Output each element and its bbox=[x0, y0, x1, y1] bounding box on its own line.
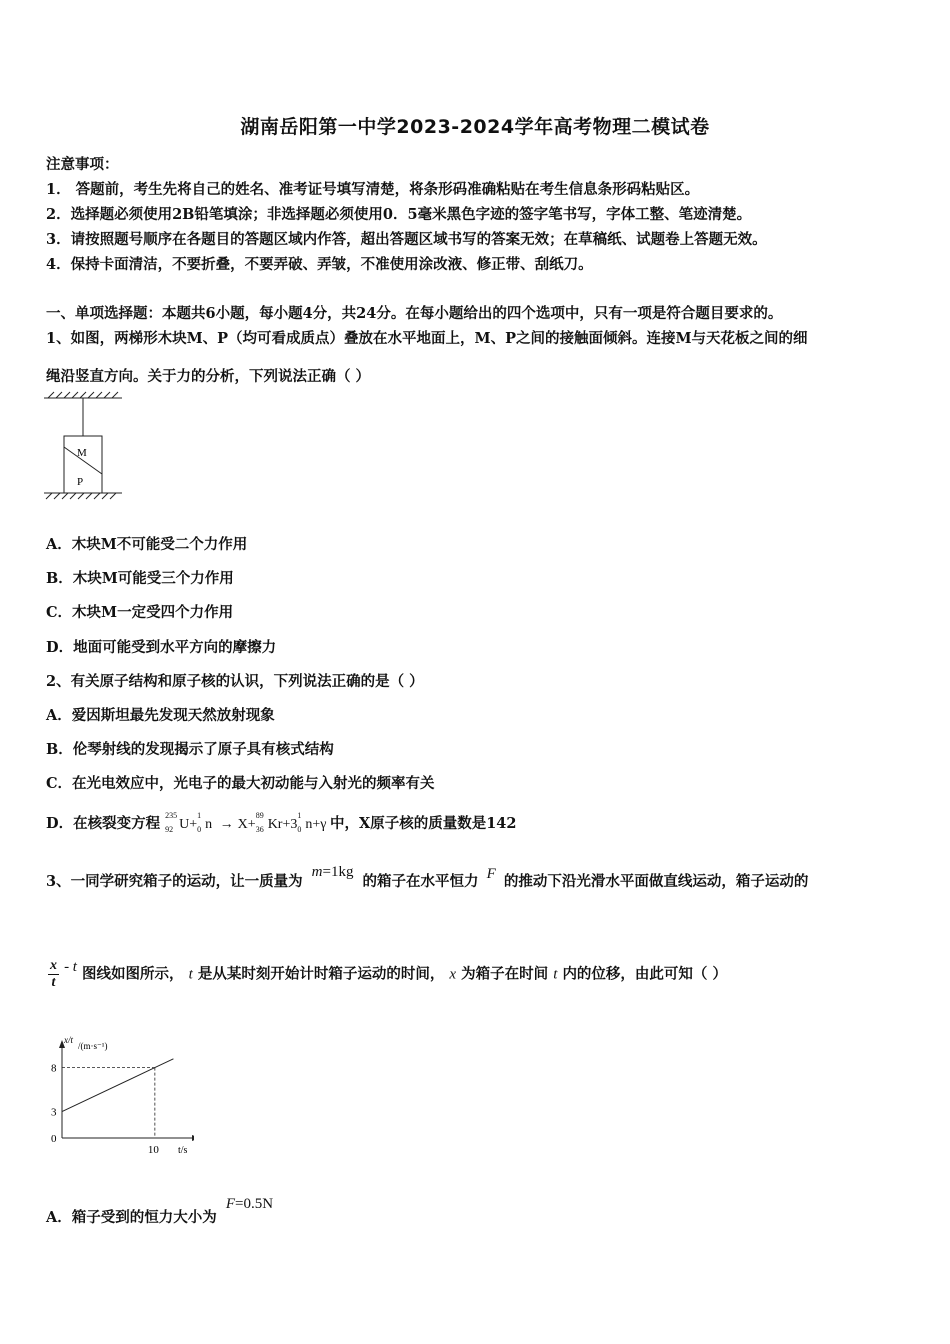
n-charge: 0 bbox=[197, 824, 202, 834]
n2-mass: 1 bbox=[297, 810, 302, 820]
q1-stem-line1: 1、如图，两梯形木块M、P（均可看成质点）叠放在水平地面上，M、P之间的接触面倾斜。连接M与天花板之间的细 bbox=[46, 330, 808, 347]
q3-stem-g: 内的位移，由此可知（ ） bbox=[562, 965, 727, 983]
q2-option-d bbox=[46, 812, 516, 835]
x-axis-label: t/s bbox=[178, 1145, 188, 1156]
opt-a-force-value: =0.5N bbox=[234, 1196, 274, 1212]
t-var-2: t bbox=[553, 966, 558, 983]
q3-stem-c: 的推动下沿光滑水平面做直线运动，箱子运动的 bbox=[503, 873, 809, 890]
n2-symbol: n+γ bbox=[305, 817, 327, 832]
kr-charge: 36 bbox=[255, 824, 264, 834]
q3-stem-a: 3、一同学研究箱子的运动，让一质量为 bbox=[46, 873, 303, 890]
q1-option-c: C．木块M一定受四个力作用 bbox=[46, 604, 234, 621]
t-var: t bbox=[188, 966, 193, 983]
label-m: M bbox=[77, 447, 87, 459]
q3-stem-f: 为箱子在时间 bbox=[461, 965, 549, 983]
x-over-t-fraction bbox=[48, 958, 59, 991]
q1-stem-line2: 绳沿竖直方向。关于力的分析，下列说法正确（ ） bbox=[46, 368, 371, 385]
n-symbol: n bbox=[205, 817, 213, 832]
force-var: F bbox=[486, 866, 496, 882]
kr-mass: 89 bbox=[255, 810, 264, 820]
page-title: 湖南岳阳第一中学2023-2024学年高考物理二模试卷 bbox=[240, 116, 710, 138]
y-tick-label: 3 bbox=[51, 1106, 57, 1119]
y-tick-label: 8 bbox=[51, 1062, 57, 1075]
ceiling bbox=[44, 392, 122, 398]
dash-t: - t bbox=[64, 958, 77, 975]
x-tick-label: 10 bbox=[147, 1144, 159, 1156]
q3-stem-d: 图线如图所示， bbox=[82, 965, 184, 983]
x-symbol: X+ bbox=[237, 817, 256, 832]
mass-var: m bbox=[311, 864, 323, 880]
n-mass: 1 bbox=[197, 810, 202, 820]
y-tick-label: 0 bbox=[51, 1133, 57, 1145]
q2-option-c: C．在光电效应中，光电子的最大初动能与入射光的频率有关 bbox=[46, 775, 435, 792]
kr-symbol: Kr+3 bbox=[267, 817, 298, 832]
u-symbol: U bbox=[179, 817, 190, 832]
label-p: P bbox=[77, 476, 84, 488]
q3-option-a bbox=[46, 1196, 274, 1227]
notice-item: 2．选择题必须使用2B铅笔填涂；非选择题必须使用0．5毫米黑色字迹的签字笔书写，字体工整、笔迹清楚。 bbox=[46, 206, 752, 223]
q1-option-d: D．地面可能受到水平方向的摩擦力 bbox=[46, 639, 277, 656]
frac-numerator: x bbox=[50, 958, 57, 973]
mass-value: =1kg bbox=[322, 864, 354, 880]
q2-stem: 2、有关原子结构和原子核的认识，下列说法正确的是（ ） bbox=[46, 673, 424, 690]
q3-option-a-prefix: A．箱子受到的恒力大小为 bbox=[46, 1209, 217, 1226]
q3-stem-b: 的箱子在水平恒力 bbox=[362, 873, 479, 890]
y-axis-label: x/t bbox=[64, 1035, 73, 1045]
u-charge: 92 bbox=[165, 824, 174, 834]
q2-option-b: B．伦琴射线的发现揭示了原子具有核式结构 bbox=[46, 741, 334, 758]
section-heading: 一、单项选择题：本题共6小题，每小题4分，共24分。在每小题给出的四个选项中，只有一项是符合题目要求的。 bbox=[46, 305, 783, 322]
opt-a-force-var: F bbox=[225, 1196, 235, 1212]
series-line bbox=[62, 1059, 173, 1112]
fission-equation: 235 92 U+ 1 0 n → X+ 89 36 Kr+3 1 0 n+γ bbox=[165, 810, 327, 834]
q2-option-d-suffix: 中，X原子核的质量数是142 bbox=[329, 815, 517, 832]
notice-item: 4．保持卡面清洁，不要折叠，不要弄破、弄皱，不准使用涂改液、修正带、刮纸刀。 bbox=[46, 256, 593, 273]
x-var: x bbox=[449, 966, 457, 983]
x-axis-arrow bbox=[192, 1135, 194, 1141]
q2-option-a: A．爱因斯坦最先发现天然放射现象 bbox=[46, 707, 275, 724]
q3-stem-line1 bbox=[46, 864, 809, 891]
q1-figure bbox=[40, 390, 130, 505]
q3-chart bbox=[44, 1032, 194, 1157]
frac-denominator: t bbox=[51, 975, 56, 990]
ground bbox=[44, 493, 122, 499]
arrow: → bbox=[219, 817, 234, 832]
q2-option-d-prefix: D．在核裂变方程 bbox=[46, 815, 161, 832]
notice-item: 3．请按照题号顺序在各题目的答题区域内作答，超出答题区域书写的答案无效；在草稿纸、试题卷上答题无效。 bbox=[46, 231, 767, 248]
u-mass: 235 bbox=[165, 810, 178, 820]
y-axis-unit: /(m·s⁻¹) bbox=[78, 1041, 108, 1051]
q3-stem-e: 是从某时刻开始计时箱子运动的时间， bbox=[197, 965, 445, 983]
notice-heading: 注意事项： bbox=[46, 156, 119, 173]
n2-charge: 0 bbox=[297, 824, 302, 834]
q3-stem-line2 bbox=[48, 958, 727, 991]
q1-option-a: A．木块M不可能受二个力作用 bbox=[46, 536, 248, 553]
q1-option-b: B．木块M可能受三个力作用 bbox=[46, 570, 234, 587]
notice-item: 1． 答题前，考生先将自己的姓名、准考证号填写清楚，将条形码准确粘贴在考生信息条形码粘贴区。 bbox=[46, 181, 700, 198]
